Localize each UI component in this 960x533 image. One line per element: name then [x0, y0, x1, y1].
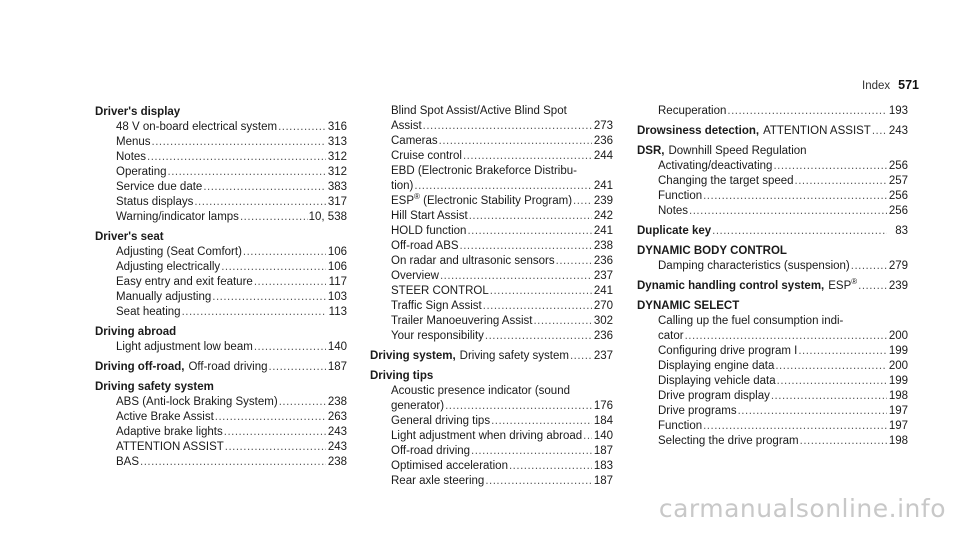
index-subentry: [370, 269, 613, 284]
page-reference: 184: [593, 415, 613, 427]
page-reference: 256: [888, 190, 908, 202]
page-reference: 263: [327, 411, 347, 423]
index-subentry: [637, 329, 908, 344]
page-reference: 200: [888, 360, 908, 372]
page-reference: 238: [327, 396, 347, 408]
index-heading-line: [637, 278, 908, 294]
index-subentry: [95, 305, 347, 320]
subentry-text: Warning/indicator lamps: [116, 211, 239, 223]
page-reference: 256: [888, 160, 908, 172]
index-column-2: [370, 104, 613, 493]
page-reference: 244: [593, 150, 613, 162]
index-subentry: [95, 180, 347, 195]
subentry-text: Status displays: [116, 196, 194, 208]
page-reference: 103: [327, 291, 347, 303]
subentry-text: Cruise control: [391, 150, 462, 162]
page-reference: 10, 538: [308, 211, 347, 223]
leader-dots: [182, 305, 326, 320]
page-reference: 113: [328, 306, 347, 318]
page-reference: 243: [888, 125, 908, 137]
page-reference: 187: [327, 361, 347, 373]
subentry-text: Easy entry and exit feature: [116, 276, 253, 288]
index-subentry: [637, 104, 908, 119]
index-subentry: [370, 429, 613, 444]
subentry-text: ESP® (Electronic Stability Program): [391, 192, 573, 207]
subentry-text: Light adjustment low beam: [116, 341, 253, 353]
leader-dots: [445, 399, 592, 414]
index-subentry: [637, 259, 908, 274]
leader-dots: [491, 414, 592, 429]
index-subentry: [370, 149, 613, 164]
subentry-text: EBD (Electronic Brakeforce Distribu-: [391, 165, 577, 177]
page-reference: 383: [327, 181, 347, 193]
page-reference: 256: [888, 205, 908, 217]
index-subentry: [370, 119, 613, 134]
index-subentry: [370, 444, 613, 459]
leader-dots: [467, 224, 592, 239]
leader-dots: [471, 444, 592, 459]
index-subentry: [637, 344, 908, 359]
subentry-text: 48 V on-board electrical system: [116, 121, 278, 133]
index-subentry: [95, 245, 347, 260]
page-reference: 270: [593, 300, 613, 312]
leader-dots: [194, 195, 326, 210]
index-subentry: [95, 455, 347, 470]
subentry-text: Optimised acceleration: [391, 460, 508, 472]
subentry-text: Off-road driving: [391, 445, 471, 457]
index-heading: Driving safety system: [95, 381, 214, 393]
index-subentry: [95, 275, 347, 290]
index-heading-line: [95, 104, 347, 120]
index-subentry: [370, 164, 613, 179]
leader-dots: [469, 209, 592, 224]
page-reference: 241: [593, 285, 613, 297]
page-reference: 317: [327, 196, 347, 208]
subentry-text: Damping characteristics (suspension): [658, 260, 850, 272]
subentry-text: Selecting the drive program: [658, 435, 799, 447]
page-reference: 117: [328, 276, 347, 288]
page-reference: 241: [593, 225, 613, 237]
page-reference: 106: [327, 261, 347, 273]
subentry-text: Cameras: [391, 135, 438, 147]
leader-dots: [727, 104, 887, 119]
page-reference: 243: [327, 426, 347, 438]
index-entry: [370, 348, 613, 364]
subentry-text: cator: [658, 330, 684, 342]
subentry-text: Displaying vehicle data: [658, 375, 776, 387]
page-reference: 242: [593, 210, 613, 222]
leader-dots: [423, 119, 592, 134]
index-heading: Dynamic handling control system,: [637, 280, 825, 292]
index-subentry: [95, 210, 347, 225]
subentry-text: General driving tips: [391, 415, 491, 427]
page-reference: 199: [888, 345, 908, 357]
index-subentry: [370, 414, 613, 429]
leader-dots: [224, 425, 326, 440]
index-heading-reference: Downhill Speed Regulation: [668, 145, 807, 157]
subentry-text: Blind Spot Assist/Active Blind Spot: [391, 105, 567, 117]
leader-dots: [460, 239, 592, 254]
index-subentry: [370, 179, 613, 194]
index-heading: Driver's seat: [95, 231, 164, 243]
index-subentry: [370, 384, 613, 399]
leader-dots: [858, 278, 887, 294]
page-reference: 302: [593, 315, 613, 327]
index-subentry: [95, 395, 347, 410]
watermark: carmanualsonline.info: [658, 494, 946, 523]
subentry-text: Configuring drive program I: [658, 345, 798, 357]
leader-dots: [215, 410, 326, 425]
page-reference: 313: [327, 136, 347, 148]
index-heading-line: [95, 229, 347, 245]
index-subentry: [95, 425, 347, 440]
subentry-text: Operating: [116, 166, 167, 178]
subentry-text: Hill Start Assist: [391, 210, 468, 222]
leader-dots: [147, 150, 326, 165]
index-subentry: [95, 150, 347, 165]
index-heading: DSR,: [637, 145, 665, 157]
index-heading: DYNAMIC SELECT: [637, 300, 740, 312]
leader-dots: [703, 189, 887, 204]
index-heading-line: [637, 298, 908, 314]
subentry-text: Adjusting (Seat Comfort): [116, 246, 242, 258]
leader-dots: [570, 348, 592, 364]
page-header: [862, 78, 919, 92]
leader-dots: [225, 440, 326, 455]
page-reference: 106: [327, 246, 347, 258]
page-reference: 312: [327, 166, 347, 178]
index-heading: Driver's display: [95, 106, 181, 118]
index-heading-reference: Off-road driving: [188, 361, 268, 373]
subentry-text: Drive programs: [658, 405, 737, 417]
leader-dots: [771, 389, 887, 404]
index-subentry: [95, 260, 347, 275]
subentry-text: Seat heating: [116, 306, 181, 318]
leader-dots: [556, 254, 592, 269]
page-reference: 238: [327, 456, 347, 468]
index-subentry: [637, 204, 908, 219]
subentry-text: Activating/deactivating: [658, 160, 773, 172]
page-reference: 187: [593, 475, 613, 487]
index-heading-line: [95, 379, 347, 395]
leader-dots: [689, 204, 887, 219]
page-reference: 257: [888, 175, 908, 187]
subentry-text: Menus: [116, 136, 151, 148]
subentry-text: Adaptive brake lights: [116, 426, 223, 438]
subentry-text: ABS (Anti-lock Braking System): [116, 396, 278, 408]
page-reference: 237: [593, 270, 613, 282]
index-subentry: [95, 120, 347, 135]
index-subentry: [370, 254, 613, 269]
index-entry: [637, 104, 908, 119]
index-entry: [637, 243, 908, 274]
subentry-text: Rear axle steering: [391, 475, 485, 487]
subentry-text: Manually adjusting: [116, 291, 212, 303]
leader-dots: [203, 180, 326, 195]
page-reference: 239: [593, 195, 613, 207]
leader-dots: [800, 434, 887, 449]
index-entry: [95, 324, 347, 355]
index-heading-line: [637, 143, 908, 159]
index-subentry: [370, 209, 613, 224]
index-subentry: [370, 314, 613, 329]
subentry-text: Traffic Sign Assist: [391, 300, 482, 312]
page-reference: 241: [593, 180, 613, 192]
index-heading-reference: ATTENTION ASSIST: [763, 125, 871, 137]
index-subentry: [637, 434, 908, 449]
page-reference: 183: [593, 460, 613, 472]
page-reference: 243: [327, 441, 347, 453]
index-subentry: [370, 239, 613, 254]
index-entry: [95, 359, 347, 375]
subentry-text: Light adjustment when driving abroad: [391, 430, 583, 442]
index-subentry: [370, 134, 613, 149]
subentry-text: Function: [658, 420, 703, 432]
subentry-text: Changing the target speed: [658, 175, 794, 187]
subentry-text: Acoustic presence indicator (sound: [391, 385, 570, 397]
leader-dots: [254, 275, 326, 290]
leader-dots: [243, 245, 326, 260]
subentry-text: Adjusting electrically: [116, 261, 221, 273]
index-entry: [370, 368, 613, 489]
leader-dots: [777, 374, 887, 389]
leader-dots: [533, 314, 592, 329]
leader-dots: [490, 284, 592, 299]
page-reference: 197: [888, 420, 908, 432]
index-heading-line: [637, 223, 908, 239]
index-entry: [95, 104, 347, 225]
subentry-text: generator): [391, 400, 445, 412]
index-entry: [637, 223, 908, 239]
page-reference: 140: [593, 430, 613, 442]
page-reference: 199: [888, 375, 908, 387]
index-subentry: [370, 194, 613, 209]
subentry-text: Active Brake Assist: [116, 411, 214, 423]
subentry-text: Displaying engine data: [658, 360, 775, 372]
page-reference: 238: [593, 240, 613, 252]
leader-dots: [485, 474, 592, 489]
subentry-text: Overview: [391, 270, 439, 282]
leader-dots: [798, 344, 887, 359]
leader-dots: [440, 269, 592, 284]
index-heading-reference: ESP®: [828, 277, 858, 292]
subentry-text: Function: [658, 190, 703, 202]
index-subentry: [637, 314, 908, 329]
index-heading-line: [370, 348, 613, 364]
leader-dots: [685, 329, 887, 344]
index-heading-line: [637, 243, 908, 259]
page-reference: 279: [888, 260, 908, 272]
index-column-1: [95, 104, 347, 474]
index-subentry: [637, 419, 908, 434]
leader-dots: [738, 404, 887, 419]
index-subentry: [370, 104, 613, 119]
index-heading-line: [95, 324, 347, 340]
index-column-3: [637, 104, 908, 453]
subentry-text: Off-road ABS: [391, 240, 459, 252]
index-subentry: [637, 404, 908, 419]
index-subentry: [637, 189, 908, 204]
leader-dots: [583, 429, 592, 444]
subentry-text: Assist: [391, 120, 422, 132]
index-entry: [637, 278, 908, 294]
index-heading: Driving abroad: [95, 326, 177, 338]
subentry-text: ATTENTION ASSIST: [116, 441, 224, 453]
subentry-text: Notes: [658, 205, 689, 217]
leader-dots: [212, 290, 326, 305]
index-subentry: [95, 440, 347, 455]
subentry-text: Service due date: [116, 181, 203, 193]
subentry-text: Your responsibility: [391, 330, 484, 342]
page-reference: 236: [593, 135, 613, 147]
leader-dots: [485, 329, 592, 344]
index-subentry: [95, 135, 347, 150]
index-heading-reference: Driving safety system: [459, 350, 569, 362]
leader-dots: [254, 340, 326, 355]
page-reference: 237: [593, 350, 613, 362]
index-subentry: [370, 474, 613, 489]
page-reference: 236: [593, 255, 613, 267]
page-reference: 316: [327, 121, 347, 133]
index-entry: [637, 143, 908, 219]
page-number: 571: [898, 78, 919, 92]
subentry-text: Calling up the fuel consumption indi-: [658, 315, 844, 327]
index-heading: Drowsiness detection,: [637, 125, 760, 137]
leader-dots: [573, 194, 592, 209]
index-subentry: [370, 299, 613, 314]
index-subentry: [95, 340, 347, 355]
index-entry: [95, 229, 347, 320]
leader-dots: [439, 134, 592, 149]
leader-dots: [851, 259, 887, 274]
page-reference: 312: [327, 151, 347, 163]
leader-dots: [775, 359, 887, 374]
leader-dots: [872, 123, 887, 139]
leader-dots: [140, 455, 326, 470]
index-heading: Driving off-road,: [95, 361, 185, 373]
index-subentry: [95, 195, 347, 210]
page-reference: 176: [593, 400, 613, 412]
index-subentry: [637, 374, 908, 389]
index-entry: [370, 104, 613, 344]
index-subentry: [370, 399, 613, 414]
index-subentry: [370, 284, 613, 299]
index-subentry: [95, 165, 347, 180]
page-reference: 83: [895, 225, 908, 237]
leader-dots: [795, 174, 887, 189]
page-reference: 200: [888, 330, 908, 342]
page-reference: 236: [593, 330, 613, 342]
index-heading: Driving system,: [370, 350, 456, 362]
leader-dots: [483, 299, 592, 314]
page-reference: 273: [593, 120, 613, 132]
page-reference: 140: [327, 341, 347, 353]
leader-dots: [279, 395, 326, 410]
subentry-text: Recuperation: [658, 105, 727, 117]
index-heading: Duplicate key: [637, 225, 712, 237]
index-subentry: [370, 459, 613, 474]
leader-dots: [463, 149, 592, 164]
subentry-text: Drive program display: [658, 390, 770, 402]
index-heading: DYNAMIC BODY CONTROL: [637, 245, 787, 257]
index-entry: [637, 298, 908, 449]
index-subentry: [370, 224, 613, 239]
index-entry: [95, 379, 347, 470]
page-reference: 187: [593, 445, 613, 457]
index-subentry: [637, 359, 908, 374]
page-reference: 239: [888, 280, 908, 292]
index-entry: [637, 123, 908, 139]
subentry-text: On radar and ultrasonic sensors: [391, 255, 555, 267]
leader-dots: [240, 210, 308, 225]
index-subentry: [370, 329, 613, 344]
index-subentry: [637, 159, 908, 174]
index-heading-line: [95, 359, 347, 375]
leader-dots: [152, 135, 326, 150]
leader-dots: [703, 419, 887, 434]
index-subentry: [637, 174, 908, 189]
index-heading-line: [637, 123, 908, 139]
leader-dots: [712, 223, 887, 239]
leader-dots: [221, 260, 326, 275]
index-heading-line: [370, 368, 613, 384]
index-heading: Driving tips: [370, 370, 434, 382]
page-reference: 198: [888, 390, 908, 402]
subentry-text: tion): [391, 180, 414, 192]
page-reference: 193: [888, 105, 908, 117]
leader-dots: [773, 159, 887, 174]
leader-dots: [509, 459, 592, 474]
page-reference: 197: [888, 405, 908, 417]
subentry-text: BAS: [116, 456, 140, 468]
subentry-text: HOLD function: [391, 225, 467, 237]
subentry-text: STEER CONTROL: [391, 285, 489, 297]
leader-dots: [414, 179, 592, 194]
index-subentry: [95, 290, 347, 305]
leader-dots: [278, 120, 326, 135]
leader-dots: [168, 165, 326, 180]
subentry-text: Trailer Manoeuvering Assist: [391, 315, 533, 327]
section-label: Index: [862, 80, 891, 92]
leader-dots: [269, 359, 327, 375]
index-subentry: [95, 410, 347, 425]
page-reference: 198: [888, 435, 908, 447]
index-subentry: [637, 389, 908, 404]
subentry-text: Notes: [116, 151, 147, 163]
